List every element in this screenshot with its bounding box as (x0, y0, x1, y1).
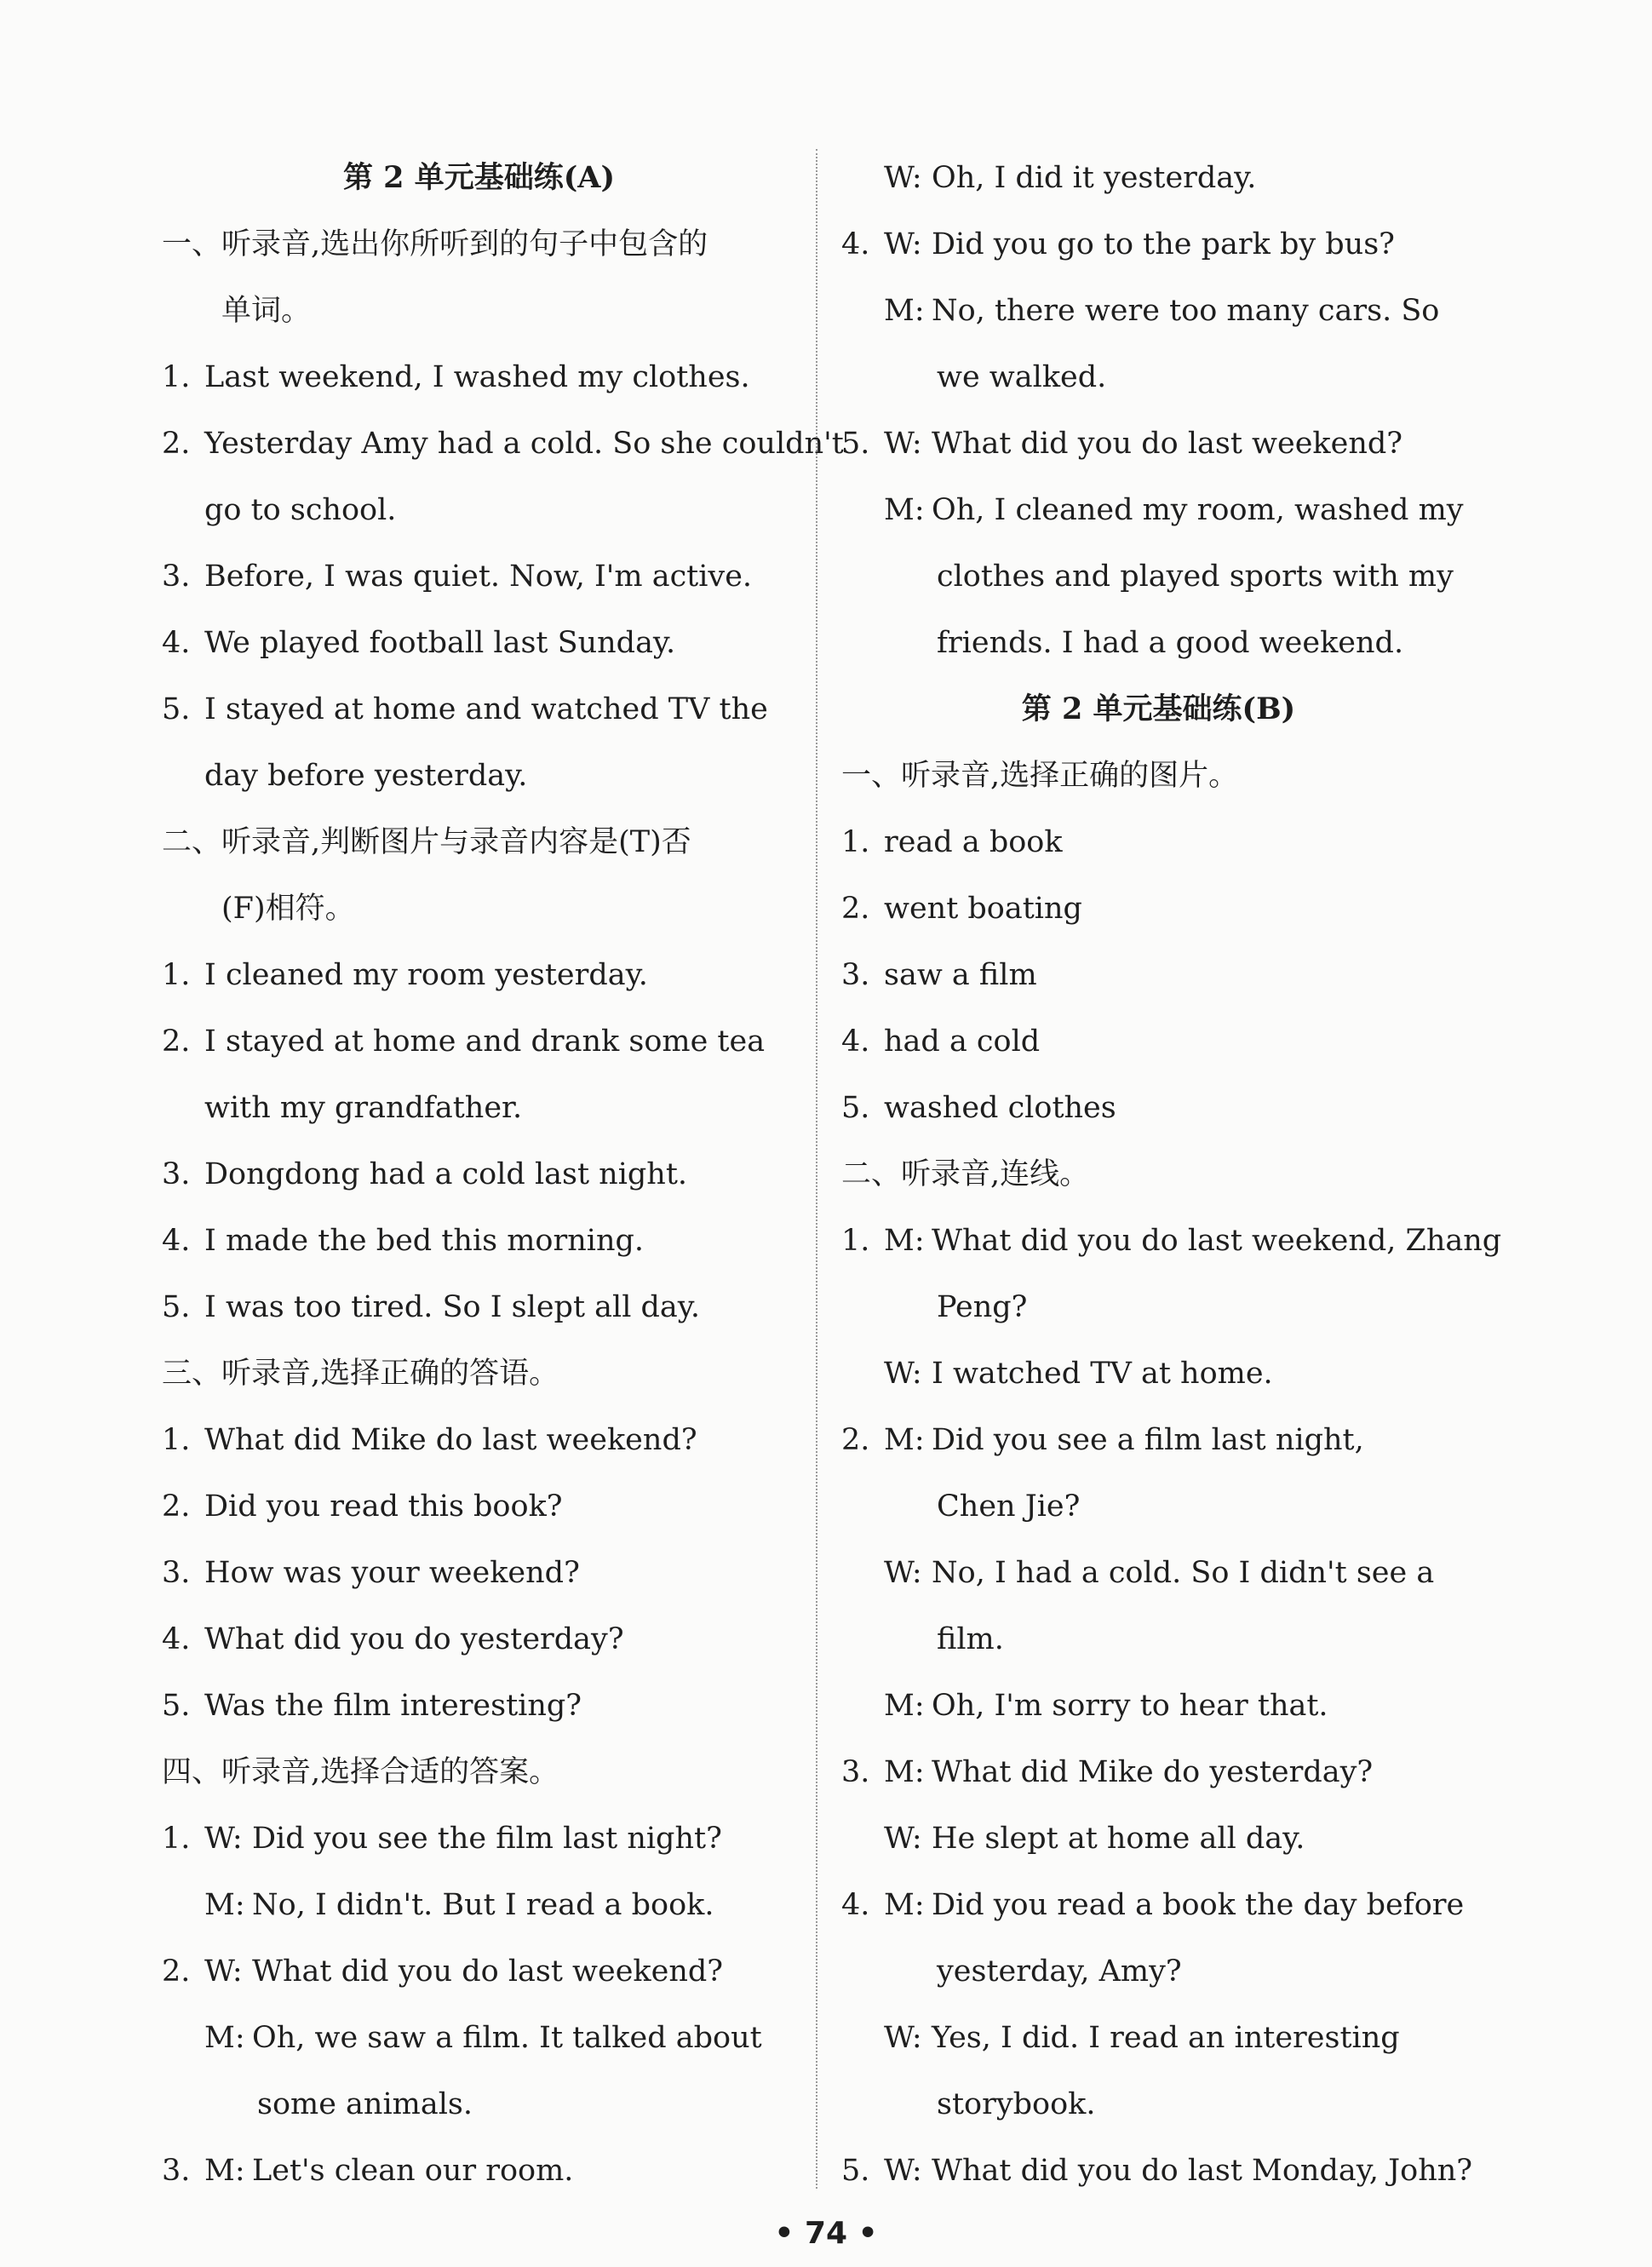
part-4-heading: 四、听录音,选择合适的答案。 (162, 1755, 559, 1789)
left-column (162, 145, 844, 2204)
part-1-heading-cont: 单词。 (221, 294, 312, 328)
section-title-a: 第 2 单元基础练(A) (343, 160, 615, 195)
list-item: 2. Yesterday Amy had a cold. So she couldn't (162, 427, 844, 461)
dialogue-line: 5. W: What did you do last Monday, John? (841, 2154, 1473, 2188)
dialogue-line: M: Oh, I cleaned my room, washed my (884, 493, 1464, 527)
dialogue-line: 4. W: Did you go to the park by bus? (841, 227, 1395, 261)
dialogue-line-cont: storybook. (937, 2087, 1096, 2121)
list-item-cont: with my grandfather. (204, 1091, 523, 1125)
list-item: 5. I stayed at home and watched TV the (162, 692, 768, 726)
dialogue-line: W: Yes, I did. I read an interesting (884, 2021, 1400, 2055)
list-item: 4. What did you do yesterday? (162, 1622, 624, 1656)
list-item: 4. I made the bed this morning. (162, 1224, 645, 1258)
page-number: • 74 • (774, 2216, 878, 2251)
part-b2-heading: 二、听录音,连线。 (841, 1157, 1090, 1191)
column-divider (816, 149, 817, 2189)
dialogue-line: 1. M: What did you do last weekend, Zhang (841, 1224, 1502, 1258)
list-item: 4. had a cold (841, 1024, 1041, 1059)
list-item: 3. Dongdong had a cold last night. (162, 1157, 688, 1191)
dialogue-line: 2. M: Did you see a film last night, (841, 1423, 1364, 1457)
list-item: 1. I cleaned my room yesterday. (162, 958, 648, 992)
list-item: 1. Last weekend, I washed my clothes. (162, 360, 750, 394)
dialogue-line: 4. M: Did you read a book the day before (841, 1888, 1465, 1922)
dialogue-line: W: Oh, I did it yesterday. (884, 161, 1257, 195)
dialogue-line: M: Oh, we saw a film. It talked about (204, 2021, 762, 2055)
list-item: 2. Did you read this book? (162, 1489, 563, 1524)
dialogue-line: M: Oh, I'm sorry to hear that. (884, 1689, 1328, 1723)
dialogue-line-cont: yesterday, Amy? (937, 1954, 1182, 1989)
list-item: 3. How was your weekend? (162, 1556, 580, 1590)
list-item: 4. We played football last Sunday. (162, 626, 676, 660)
dialogue-line: M: No, I didn't. But I read a book. (204, 1888, 714, 1922)
dialogue-line-cont: some animals. (257, 2087, 473, 2121)
dialogue-line: 3. M: What did Mike do yesterday? (841, 1755, 1374, 1789)
dialogue-line: W: I watched TV at home. (884, 1357, 1273, 1391)
list-item: 1. What did Mike do last weekend? (162, 1423, 697, 1457)
dialogue-line: W: No, I had a cold. So I didn't see a (884, 1556, 1435, 1590)
dialogue-line: 1. W: Did you see the film last night? (162, 1822, 722, 1856)
list-item: 5. washed clothes (841, 1091, 1116, 1125)
list-item-cont: go to school. (204, 493, 397, 527)
dialogue-line-cont: we walked. (937, 360, 1107, 394)
section-title-b: 第 2 单元基础练(B) (1021, 692, 1296, 726)
dialogue-line-cont: Chen Jie? (937, 1489, 1081, 1524)
part-2-heading-cont: (F)相符。 (221, 892, 355, 926)
dialogue-line-cont: friends. I had a good weekend. (937, 626, 1404, 660)
list-item: 5. I was too tired. So I slept all day. (162, 1290, 701, 1324)
right-column (841, 145, 1502, 2204)
part-1-heading: 一、听录音,选出你所听到的句子中包含的 (162, 227, 708, 261)
list-item: 3. Before, I was quiet. Now, I'm active. (162, 560, 753, 594)
list-item: 1. read a book (841, 825, 1063, 859)
dialogue-line: 3. M: Let's clean our room. (162, 2154, 574, 2188)
list-item: 2. I stayed at home and drank some tea (162, 1024, 766, 1059)
dialogue-line-cont: clothes and played sports with my (937, 560, 1454, 594)
list-item: 3. saw a film (841, 958, 1037, 992)
part-b1-heading: 一、听录音,选择正确的图片。 (841, 759, 1239, 793)
dialogue-line: 5. W: What did you do last weekend? (841, 427, 1403, 461)
dialogue-line: 2. W: What did you do last weekend? (162, 1954, 724, 1989)
dialogue-line: W: He slept at home all day. (884, 1822, 1305, 1856)
dialogue-line: M: No, there were too many cars. So (884, 294, 1440, 328)
part-2-heading: 二、听录音,判断图片与录音内容是(T)否 (162, 825, 691, 859)
list-item: 2. went boating (841, 892, 1082, 926)
dialogue-line-cont: film. (937, 1622, 1004, 1656)
dialogue-line-cont: Peng? (937, 1290, 1028, 1324)
list-item-cont: day before yesterday. (204, 759, 528, 793)
part-3-heading: 三、听录音,选择正确的答语。 (162, 1357, 559, 1391)
list-item: 5. Was the film interesting? (162, 1689, 582, 1723)
